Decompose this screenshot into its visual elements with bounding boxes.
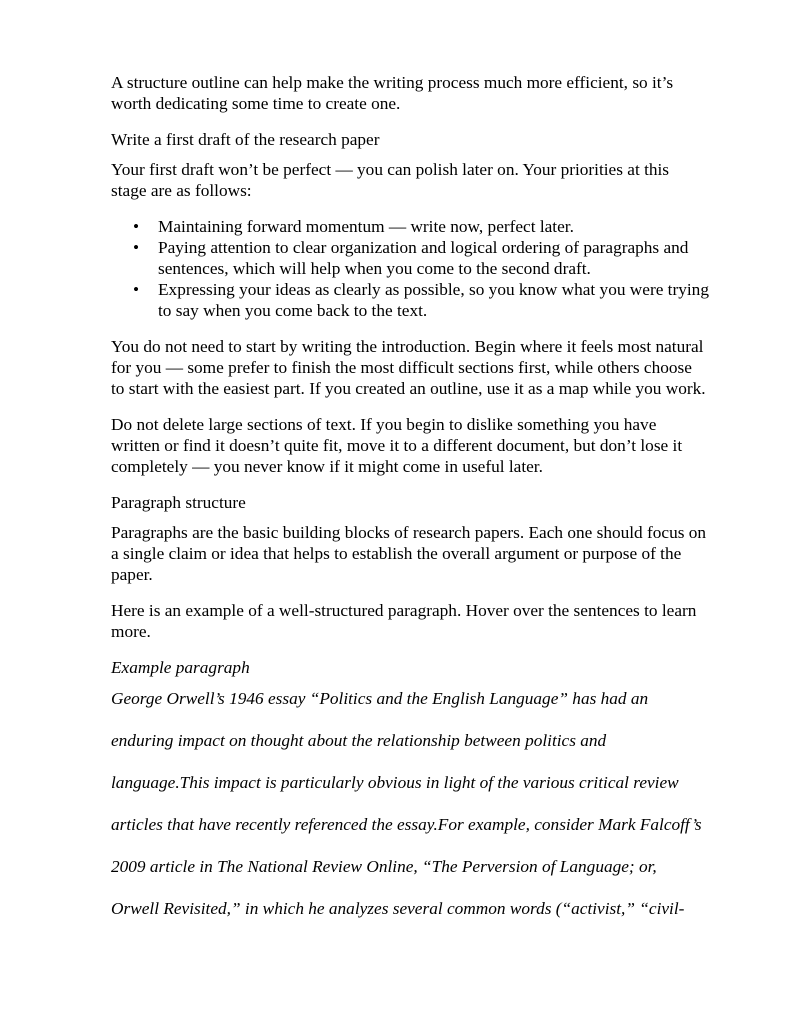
text-line: completely — you never know if it might come in useful later.: [111, 457, 543, 476]
example-line: Orwell Revisited,” in which he analyzes several common words (“activist,” “civil-: [111, 899, 685, 918]
outline-paragraph: [111, 72, 751, 114]
example-line: enduring impact on thought about the relationship between politics and: [111, 731, 607, 750]
text-line: stage are as follows:: [111, 181, 252, 200]
text-line: You do not need to start by writing the introduction. Begin where it feels most natural: [111, 337, 704, 356]
building-blocks-paragraph: [111, 522, 751, 585]
text-line: written or find it doesn’t quite fit, move it to a different document, but don’t lose it: [111, 436, 683, 455]
list-item-text: Paying attention to clear organization and logical ordering of paragraphs and: [158, 238, 689, 257]
example-paragraph-heading: Example paragraph: [111, 658, 250, 677]
list-item-text: to say when you come back to the text.: [158, 301, 428, 320]
list-item-text: sentences, which will help when you come to the second draft.: [158, 259, 591, 278]
list-item: [133, 216, 751, 237]
bullet-icon: •: [133, 280, 140, 299]
document-page: [111, 72, 751, 940]
text-line: Do not delete large sections of text. If you begin to dislike something you have: [111, 415, 657, 434]
bullet-icon: •: [133, 217, 140, 236]
example-intro-paragraph: [111, 600, 751, 642]
list-item: [133, 237, 751, 279]
outline-line: A structure outline can help make the writing process much more efficient, so it’s: [111, 73, 674, 92]
delete-advice-paragraph: [111, 414, 751, 477]
text-line: Here is an example of a well-structured paragraph. Hover over the sentences to learn: [111, 601, 697, 620]
paragraph-structure-heading: Paragraph structure: [111, 493, 246, 512]
text-line: paper.: [111, 565, 153, 584]
list-item: [133, 279, 751, 321]
first-draft-intro: [111, 159, 751, 201]
text-line: a single claim or idea that helps to establish the overall argument or purpose of the: [111, 544, 682, 563]
example-line: language.This impact is particularly obvious in light of the various critical review: [111, 773, 679, 792]
list-item-text: Expressing your ideas as clearly as possible, so you know what you were trying: [158, 280, 709, 299]
list-item-text: Maintaining forward momentum — write now, perfect later.: [158, 217, 574, 236]
example-line: George Orwell’s 1946 essay “Politics and the English Language” has had an: [111, 689, 649, 708]
text-line: more.: [111, 622, 151, 641]
outline-line: worth dedicating some time to create one.: [111, 94, 401, 113]
example-line: articles that have recently referenced the essay.For example, consider Mark Falcoff’s: [111, 815, 702, 834]
first-draft-heading: Write a first draft of the research paper: [111, 130, 380, 149]
example-paragraph: [111, 688, 751, 940]
text-line: Your first draft won’t be perfect — you can polish later on. Your priorities at this: [111, 160, 670, 179]
introduction-advice-paragraph: [111, 336, 751, 399]
priorities-list: [111, 216, 751, 321]
text-line: Paragraphs are the basic building blocks of research papers. Each one should focus on: [111, 523, 707, 542]
text-line: to start with the easiest part. If you created an outline, use it as a map while you work.: [111, 379, 706, 398]
bullet-icon: •: [133, 238, 140, 257]
text-line: for you — some prefer to finish the most difficult sections first, while others choose: [111, 358, 692, 377]
example-line: 2009 article in The National Review Online, “The Perversion of Language; or,: [111, 857, 657, 876]
